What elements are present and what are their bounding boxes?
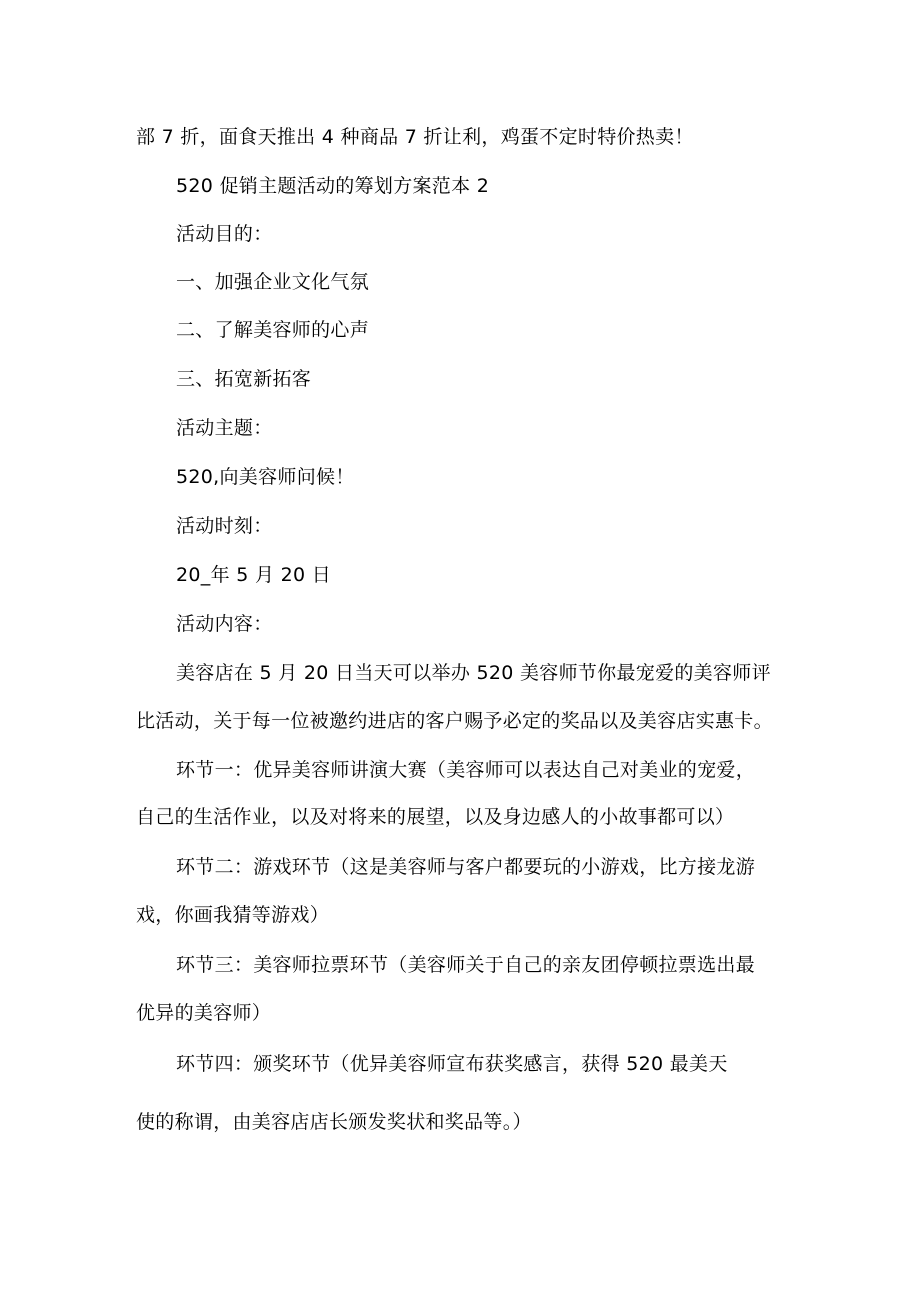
text-line: 二、了解美容师的心声: [176, 319, 370, 341]
section-heading: 520 促销主题活动的筹划方案范本 2: [176, 175, 490, 197]
text-line: 比活动，关于每一位被邀约进店的客户赐予必定的奖品以及美容店实惠卡。: [136, 710, 773, 732]
text-line: 环节二：游戏环节（这是美容师与客户都要玩的小游戏，比方接龙游: [176, 856, 756, 878]
text-line: 使的称谓，由美容店店长颁发奖状和奖品等。）: [136, 1111, 532, 1133]
text-line: 环节三：美容师拉票环节（美容师关于自己的亲友团停顿拉票选出最: [176, 954, 756, 976]
text-line: 20_年 5 月 20 日: [176, 564, 332, 586]
text-line: 一、加强企业文化气氛: [176, 271, 370, 293]
text-line: 美容店在 5 月 20 日当天可以举办 520 美容师节你最宠爱的美容师评: [176, 662, 771, 684]
text-line: 戏，你画我猜等游戏）: [136, 904, 330, 926]
text-line: 三、拓宽新拓客: [176, 368, 312, 390]
text-line: 活动时刻：: [176, 515, 273, 537]
text-line: 自己的生活作业，以及对将来的展望，以及身边感人的小故事都可以）: [136, 806, 735, 828]
text-line: 环节四：颁奖环节（优异美容师宣布获奖感言，获得 520 最美天: [176, 1053, 728, 1075]
text-line: 活动目的：: [176, 223, 273, 245]
text-line: 优异的美容师）: [136, 1002, 272, 1024]
text-line: 部 7 折，面食天推出 4 种商品 7 折让利，鸡蛋不定时特价热卖！: [136, 126, 694, 148]
text-line: 环节一：优异美容师讲演大赛（美容师可以表达自己对美业的宠爱，: [176, 759, 756, 781]
text-line: 520,向美容师问候！: [176, 466, 355, 488]
text-line: 活动主题：: [176, 417, 273, 439]
text-line: 活动内容：: [176, 613, 273, 635]
